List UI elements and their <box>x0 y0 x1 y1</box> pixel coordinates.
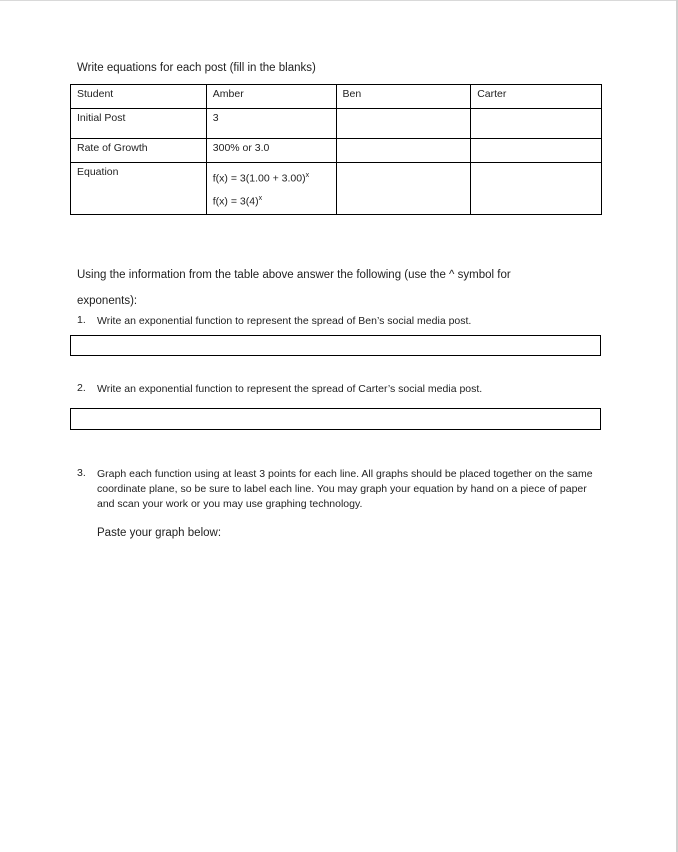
row-label-equation: Equation <box>71 163 207 215</box>
header-student: Student <box>71 85 207 109</box>
answer-box-1[interactable] <box>70 335 601 356</box>
question-1-text: Write an exponential function to represent the spread of Ben’s social media post. <box>97 315 472 327</box>
amber-equation-line-1 <box>213 166 330 189</box>
question-2-number: 2. <box>77 382 86 394</box>
carter-rate-of-growth-cell[interactable] <box>471 139 602 163</box>
carter-equation-cell[interactable] <box>471 163 602 215</box>
ben-rate-of-growth-cell[interactable] <box>336 139 471 163</box>
question-2 <box>77 382 602 397</box>
amber-initial-post: 3 <box>206 109 336 139</box>
instructions-intro <box>77 262 597 314</box>
header-amber: Amber <box>206 85 336 109</box>
intro-line-1: Using the information from the table above answer the following (use the ^ symbol for <box>77 269 511 281</box>
carter-initial-post-cell[interactable] <box>471 109 602 139</box>
posts-table <box>70 84 602 215</box>
table-heading: Write equations for each post (fill in the blanks) <box>77 62 316 74</box>
question-2-text: Write an exponential function to represent the spread of Carter’s social media post. <box>97 383 483 395</box>
intro-line-2: exponents): <box>77 295 138 307</box>
question-3 <box>77 467 602 512</box>
table-row-initial-post <box>71 109 602 139</box>
row-label-initial-post: Initial Post <box>71 109 207 139</box>
page-top-edge <box>0 0 678 1</box>
amber-equation-2-exponent: x <box>258 194 263 202</box>
paste-graph-prompt: Paste your graph below: <box>97 527 222 539</box>
table-row-rate-of-growth <box>71 139 602 163</box>
amber-rate-of-growth: 300% or 3.0 <box>206 139 336 163</box>
table-header-row <box>71 85 602 109</box>
amber-equation-1-text: f(x) = 3(1.00 + 3.00) <box>212 172 306 185</box>
ben-equation-cell[interactable] <box>336 163 471 215</box>
table-row-equation <box>71 163 602 215</box>
ben-initial-post-cell[interactable] <box>336 109 471 139</box>
question-1 <box>77 314 602 329</box>
question-1-number: 1. <box>77 314 86 326</box>
header-carter: Carter <box>471 85 602 109</box>
amber-equation-line-2 <box>213 189 330 212</box>
header-ben: Ben <box>336 85 471 109</box>
row-label-rate-of-growth: Rate of Growth <box>71 139 207 163</box>
question-3-number: 3. <box>77 467 86 479</box>
question-3-text: Graph each function using at least 3 points for each line. All graphs should be placed together on the same coordinate plane, so be sure to label each line. You may graph your equation by hand on a piece of paper and scan your work or you may use graphing technology. <box>97 468 593 510</box>
amber-equation-2-text: f(x) = 3(4) <box>212 195 259 207</box>
answer-box-2[interactable] <box>70 408 601 430</box>
amber-equation-1-exponent: x <box>305 172 310 179</box>
amber-equation <box>206 163 336 215</box>
